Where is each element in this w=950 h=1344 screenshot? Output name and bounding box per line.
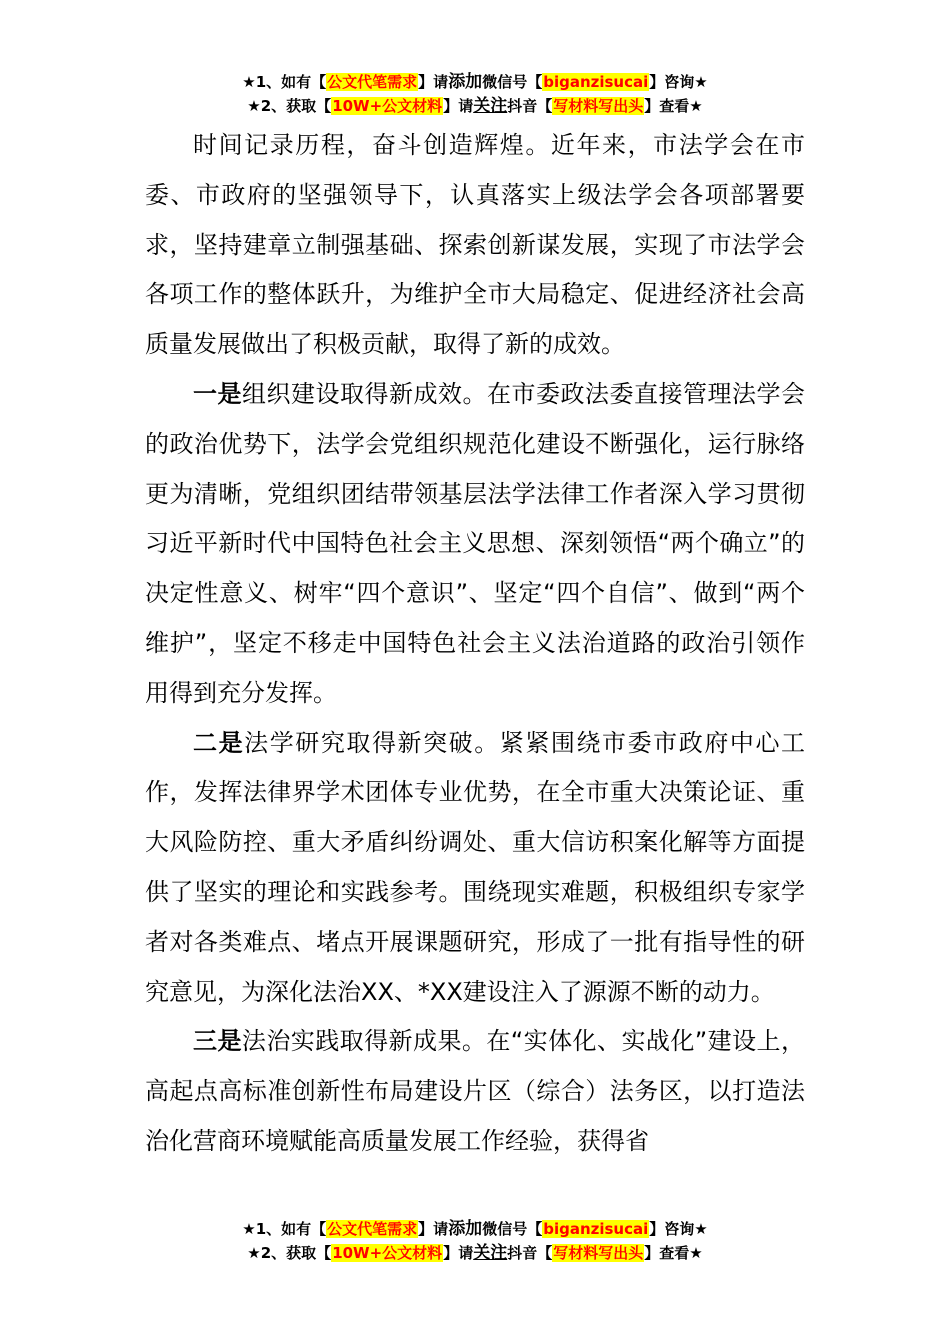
paragraph-lead: 一是 (193, 379, 242, 408)
banner-text: 】咨询★ (649, 1220, 708, 1238)
banner-emphasis: 添加 (448, 1219, 483, 1239)
paragraph-text: 法学研究取得新突破。紧紧围绕市委市政府中心工作，发挥法律界学术团体专业优势，在全市重大决策论证、重大风险防控、重大矛盾纠纷调处、重大信访积案化解等方面提供了坚实的理论和实践参考。围绕现实难题，积极组织专家学者对各类难点、堵点开展课题研究，形成了一批有指导性的研究意见，为深化法治XX、*XX建设注入了源源不断的动力。 (145, 728, 806, 1006)
banner-line-1 (0, 1217, 950, 1241)
paragraph-three (145, 1017, 805, 1166)
banner-text: 】查看★ (644, 1244, 703, 1262)
banner-emphasis: 关注 (473, 1243, 508, 1263)
paragraph-lead: 二是 (193, 728, 245, 757)
banner-highlight: biganzisucai (543, 1220, 649, 1238)
paragraph-lead: 三是 (193, 1027, 242, 1056)
paragraph-text: 法治实践取得新成果。在“实体化、实战化”建设上，高起点高标准创新性布局建设片区（综合）法务区，以打造法治化营商环境赋能高质量发展工作经验，获得省 (145, 1027, 805, 1155)
banner-emphasis: 关注 (473, 96, 508, 116)
banner-highlight: 写材料写出头 (553, 97, 644, 115)
banner-text: 抖音【 (507, 1244, 553, 1262)
banner-text: ★1、如有【 (242, 1220, 327, 1238)
banner-highlight: 公文代笔需求 (327, 73, 418, 91)
banner-text: 】咨询★ (649, 73, 708, 91)
banner-highlight: 公文代笔需求 (327, 1220, 418, 1238)
banner-highlight: biganzisucai (543, 73, 649, 91)
paragraph-text: 组织建设取得新成效。在市委政法委直接管理法学会的政治优势下，法学会党组织规范化建设不断强化，运行脉络更为清晰，党组织团结带领基层法学法律工作者深入学习贯彻习近平新时代中国特色社会主义思想、深刻领悟“两个确立”的决定性意义、树牢“四个意识”、坚定“四个自信”、做到“两个维护”，坚定不移走中国特色社会主义法治道路的政治引领作用得到充分发挥。 (145, 379, 805, 707)
banner-text: ★2、获取【 (247, 1244, 332, 1262)
banner-line-2 (0, 1241, 950, 1265)
banner-text: ★2、获取【 (247, 97, 332, 115)
header-banner (0, 70, 950, 118)
banner-text: 抖音【 (507, 97, 553, 115)
banner-line-2 (0, 94, 950, 118)
banner-highlight: 10W+公文材料 (332, 97, 443, 115)
banner-text: 】请 (443, 97, 474, 115)
banner-text: 】请 (418, 73, 449, 91)
banner-text: ★1、如有【 (242, 73, 327, 91)
banner-text: 微信号【 (482, 73, 543, 91)
banner-text: 】请 (443, 1244, 474, 1262)
banner-text: 】查看★ (644, 97, 703, 115)
document-body (145, 121, 805, 1167)
banner-highlight: 10W+公文材料 (332, 1244, 443, 1262)
banner-emphasis: 添加 (448, 72, 483, 92)
banner-text: 微信号【 (482, 1220, 543, 1238)
banner-highlight: 写材料写出头 (553, 1244, 644, 1262)
paragraph-one (145, 370, 805, 719)
banner-text: 】请 (418, 1220, 449, 1238)
banner-line-1 (0, 70, 950, 94)
intro-paragraph: 时间记录历程，奋斗创造辉煌。近年来，市法学会在市委、市政府的坚强领导下，认真落实上级法学会各项部署要求，坚持建章立制强基础、探索创新谋发展，实现了市法学会各项工作的整体跃升，为维护全市大局稳定、促进经济社会高质量发展做出了积极贡献，取得了新的成效。 (145, 131, 805, 359)
footer-banner (0, 1217, 950, 1265)
paragraph-two (145, 719, 805, 1018)
